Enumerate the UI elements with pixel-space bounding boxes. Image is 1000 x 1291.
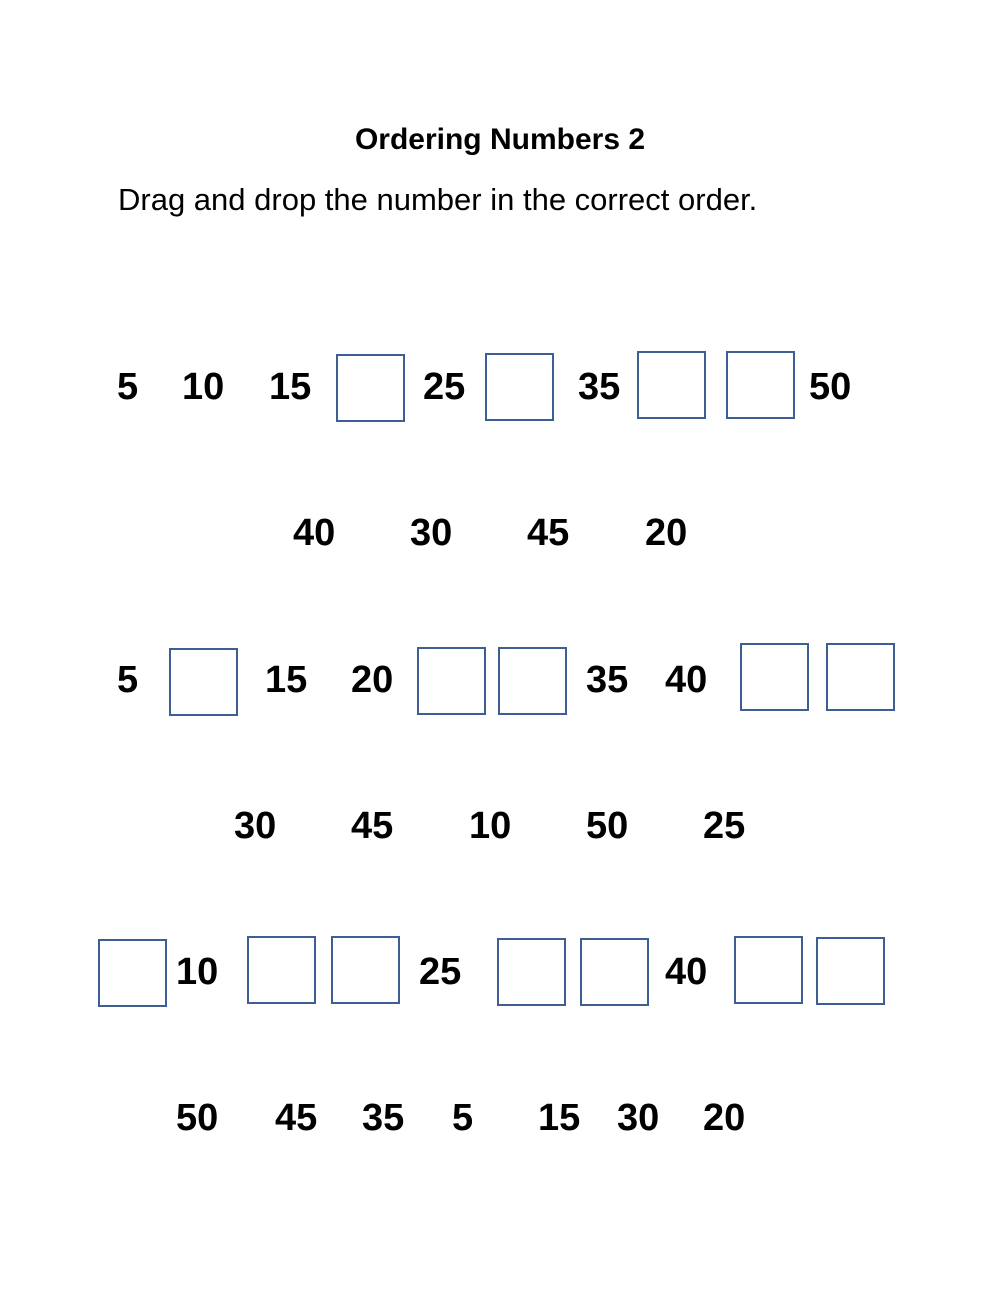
row1-number-10: 10 [182, 366, 225, 408]
row1-drop-slot-2[interactable] [485, 353, 554, 421]
row3-number-25: 25 [419, 951, 462, 993]
row3-choice-tile[interactable]: 45 [275, 1097, 318, 1139]
row1-drop-slot-4[interactable] [726, 351, 795, 419]
row1-drop-slot-1[interactable] [336, 354, 405, 422]
row1-number-35: 35 [578, 366, 621, 408]
row1-choice-tile[interactable]: 40 [293, 512, 336, 554]
row2-drop-slot-2[interactable] [417, 647, 486, 715]
row3-drop-slot-5[interactable] [580, 938, 649, 1006]
row1-number-25: 25 [423, 366, 466, 408]
page-title: Ordering Numbers 2 [354, 123, 646, 156]
row3-drop-slot-7[interactable] [816, 937, 885, 1005]
instruction-text: Drag and drop the number in the correct order. [118, 182, 758, 217]
row2-choice-tile[interactable]: 30 [234, 805, 277, 847]
row3-drop-slot-1[interactable] [98, 939, 167, 1007]
row2-number-20: 20 [351, 659, 394, 701]
row1-number-5: 5 [117, 366, 139, 408]
row3-choice-tile[interactable]: 30 [617, 1097, 660, 1139]
row2-choice-tile[interactable]: 50 [586, 805, 629, 847]
row3-choice-tile[interactable]: 50 [176, 1097, 219, 1139]
row2-drop-slot-5[interactable] [826, 643, 895, 711]
row2-choice-tile[interactable]: 45 [351, 805, 394, 847]
row3-drop-slot-6[interactable] [734, 936, 803, 1004]
row3-drop-slot-3[interactable] [331, 936, 400, 1004]
row1-drop-slot-3[interactable] [637, 351, 706, 419]
row3-choice-tile[interactable]: 35 [362, 1097, 405, 1139]
row2-drop-slot-1[interactable] [169, 648, 238, 716]
row3-number-10: 10 [176, 951, 219, 993]
row1-number-50: 50 [809, 366, 852, 408]
row2-drop-slot-3[interactable] [498, 647, 567, 715]
row2-number-5: 5 [117, 659, 139, 701]
row1-choice-tile[interactable]: 20 [645, 512, 688, 554]
row3-choice-tile[interactable]: 15 [538, 1097, 581, 1139]
row1-choice-tile[interactable]: 45 [527, 512, 570, 554]
row3-drop-slot-4[interactable] [497, 938, 566, 1006]
row2-choice-tile[interactable]: 10 [469, 805, 512, 847]
row3-choice-tile[interactable]: 20 [703, 1097, 746, 1139]
row1-number-15: 15 [269, 366, 312, 408]
row3-choice-tile[interactable]: 5 [452, 1097, 474, 1139]
row2-number-40: 40 [665, 659, 708, 701]
row2-number-15: 15 [265, 659, 308, 701]
row3-number-40: 40 [665, 951, 708, 993]
row3-drop-slot-2[interactable] [247, 936, 316, 1004]
row2-choice-tile[interactable]: 25 [703, 805, 746, 847]
row2-drop-slot-4[interactable] [740, 643, 809, 711]
row2-number-35: 35 [586, 659, 629, 701]
row1-choice-tile[interactable]: 30 [410, 512, 453, 554]
